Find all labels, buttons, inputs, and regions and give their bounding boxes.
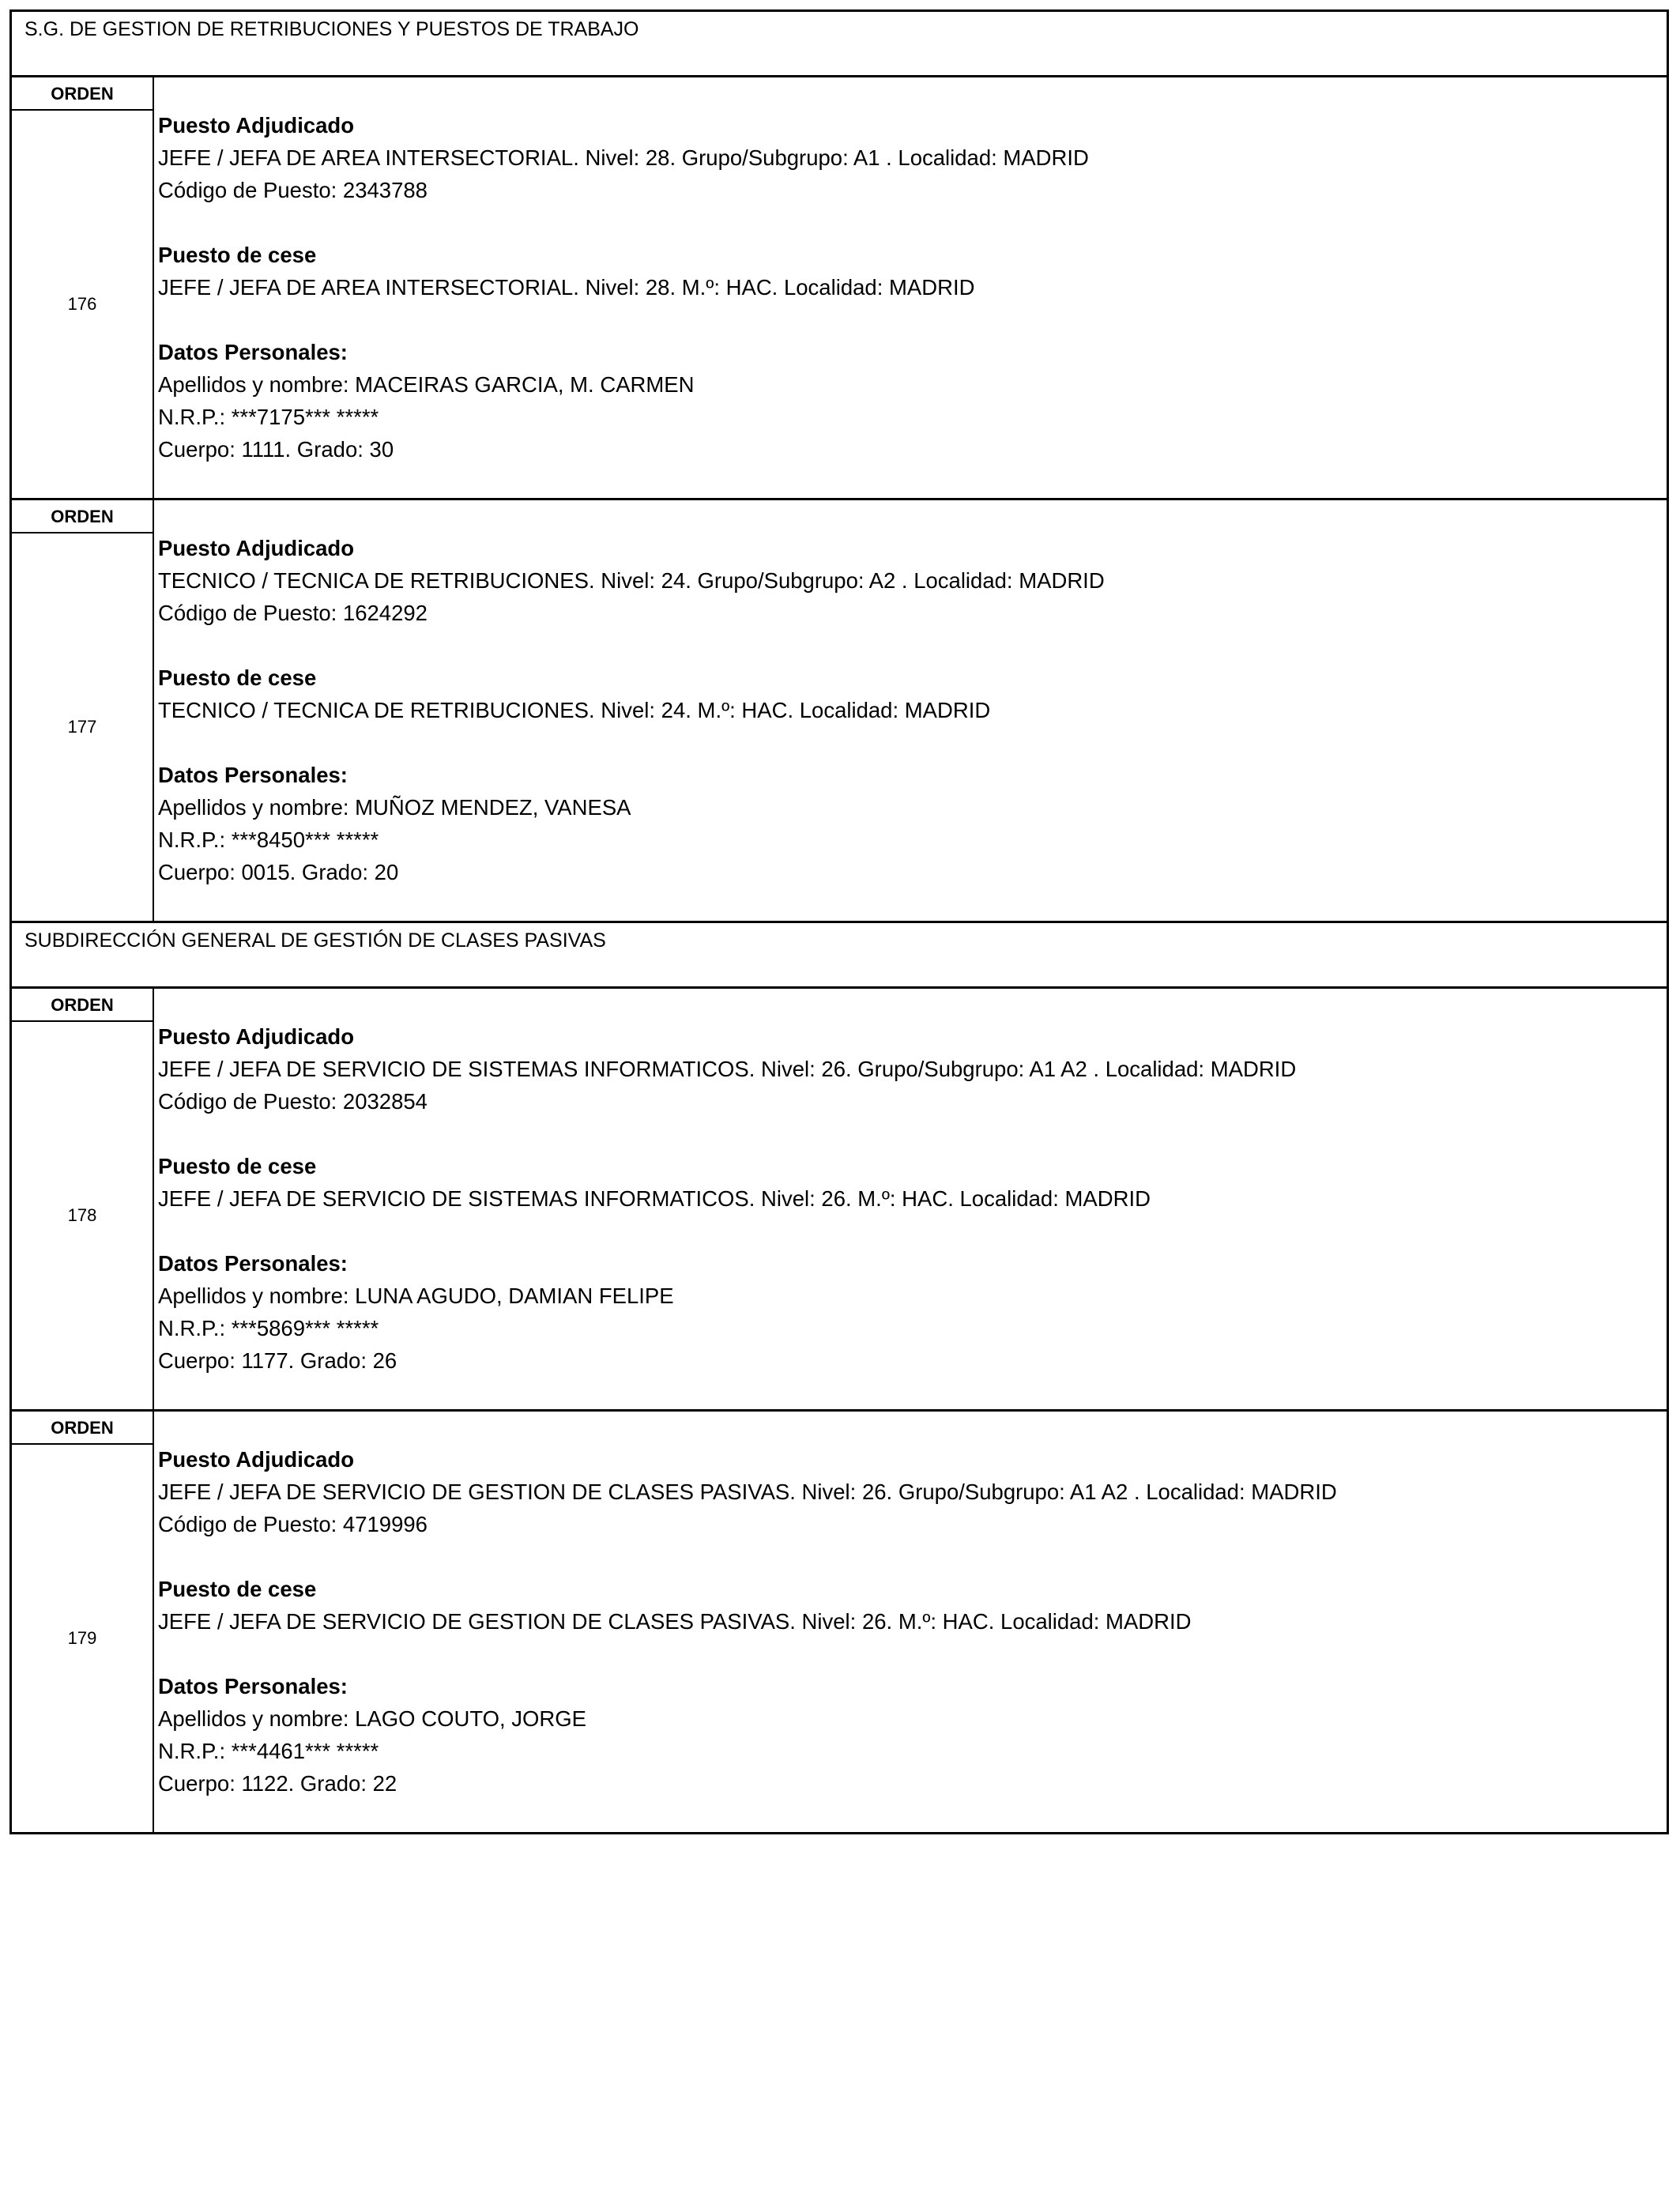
puesto-adjudicado-label: Puesto Adjudicado bbox=[158, 1024, 355, 1049]
orden-number: 176 bbox=[67, 294, 97, 314]
entry-row bbox=[9, 986, 1669, 1409]
puesto-cese: JEFE / JEFA DE SERVICIO DE GESTION DE CLASES PASIVAS. Nivel: 26. M.º: HAC. Localidad: MADRID bbox=[158, 1609, 1192, 1634]
puesto-adjudicado: JEFE / JEFA DE SERVICIO DE GESTION DE CLASES PASIVAS. Nivel: 26. Grupo/Subgrupo: A1 A2 . Localidad: MADRID bbox=[158, 1480, 1337, 1504]
nrp: N.R.P.: ***8450*** ***** bbox=[158, 827, 379, 852]
cuerpo-grado: Cuerpo: 1122. Grado: 22 bbox=[158, 1771, 397, 1796]
puesto-adjudicado-label: Puesto Adjudicado bbox=[158, 1447, 355, 1472]
puesto-adjudicado: JEFE / JEFA DE SERVICIO DE SISTEMAS INFORMATICOS. Nivel: 26. Grupo/Subgrupo: A1 A2 . Localidad: MADRID bbox=[158, 1057, 1297, 1081]
puesto-cese-label: Puesto de cese bbox=[158, 243, 317, 267]
section-header bbox=[9, 9, 1669, 75]
puesto-adjudicado: TECNICO / TECNICA DE RETRIBUCIONES. Nivel: 24. Grupo/Subgrupo: A2 . Localidad: MADRID bbox=[158, 568, 1105, 593]
entry-details bbox=[154, 989, 1667, 1409]
apellidos-nombre: Apellidos y nombre: LAGO COUTO, JORGE bbox=[158, 1706, 587, 1731]
datos-personales-label: Datos Personales: bbox=[158, 763, 348, 787]
entry-details bbox=[154, 500, 1667, 921]
puesto-cese-label: Puesto de cese bbox=[158, 1154, 317, 1178]
entry-row bbox=[9, 1409, 1669, 1834]
entry-row bbox=[9, 75, 1669, 498]
datos-personales-label: Datos Personales: bbox=[158, 340, 348, 364]
section-header bbox=[9, 921, 1669, 986]
puesto-cese: JEFE / JEFA DE SERVICIO DE SISTEMAS INFORMATICOS. Nivel: 26. M.º: HAC. Localidad: MADRID bbox=[158, 1186, 1151, 1211]
orden-number: 177 bbox=[67, 717, 97, 737]
spacer bbox=[158, 629, 1667, 662]
nrp: N.R.P.: ***4461*** ***** bbox=[158, 1739, 379, 1763]
apellidos-nombre: Apellidos y nombre: LUNA AGUDO, DAMIAN FELIPE bbox=[158, 1284, 674, 1308]
codigo-puesto: Código de Puesto: 2343788 bbox=[158, 178, 428, 202]
orden-column bbox=[12, 77, 154, 498]
orden-column bbox=[12, 989, 154, 1409]
cuerpo-grado: Cuerpo: 1177. Grado: 26 bbox=[158, 1348, 397, 1373]
puesto-adjudicado-label: Puesto Adjudicado bbox=[158, 113, 355, 138]
orden-column bbox=[12, 1412, 154, 1832]
codigo-puesto: Código de Puesto: 2032854 bbox=[158, 1089, 428, 1114]
entry-details bbox=[154, 77, 1667, 498]
cuerpo-grado: Cuerpo: 1111. Grado: 30 bbox=[158, 437, 394, 462]
spacer bbox=[158, 1118, 1667, 1150]
nrp: N.R.P.: ***5869*** ***** bbox=[158, 1316, 379, 1340]
puesto-cese: JEFE / JEFA DE AREA INTERSECTORIAL. Nivel: 28. M.º: HAC. Localidad: MADRID bbox=[158, 275, 975, 300]
puesto-adjudicado-label: Puesto Adjudicado bbox=[158, 536, 355, 560]
section-title: S.G. DE GESTION DE RETRIBUCIONES Y PUESTOS DE TRABAJO bbox=[24, 18, 639, 40]
datos-personales-label: Datos Personales: bbox=[158, 1674, 348, 1698]
orden-label: ORDEN bbox=[12, 989, 153, 1022]
orden-number: 178 bbox=[67, 1205, 97, 1225]
puesto-cese-label: Puesto de cese bbox=[158, 1577, 317, 1601]
puesto-cese-label: Puesto de cese bbox=[158, 665, 317, 690]
orden-number: 179 bbox=[67, 1628, 97, 1648]
spacer bbox=[158, 1540, 1667, 1573]
section-title: SUBDIRECCIÓN GENERAL DE GESTIÓN DE CLASES PASIVAS bbox=[24, 929, 606, 952]
puesto-cese: TECNICO / TECNICA DE RETRIBUCIONES. Nivel: 24. M.º: HAC. Localidad: MADRID bbox=[158, 698, 991, 722]
codigo-puesto: Código de Puesto: 1624292 bbox=[158, 601, 428, 625]
spacer bbox=[158, 206, 1667, 239]
puesto-adjudicado: JEFE / JEFA DE AREA INTERSECTORIAL. Nivel: 28. Grupo/Subgrupo: A1 . Localidad: MADRID bbox=[158, 145, 1089, 170]
spacer bbox=[158, 1215, 1667, 1247]
orden-column bbox=[12, 500, 154, 921]
orden-label: ORDEN bbox=[12, 500, 153, 533]
orden-label: ORDEN bbox=[12, 1412, 153, 1445]
document-table bbox=[9, 9, 1669, 1834]
nrp: N.R.P.: ***7175*** ***** bbox=[158, 405, 379, 429]
apellidos-nombre: Apellidos y nombre: MUÑOZ MENDEZ, VANESA bbox=[158, 795, 631, 820]
spacer bbox=[158, 1638, 1667, 1670]
apellidos-nombre: Apellidos y nombre: MACEIRAS GARCIA, M. CARMEN bbox=[158, 372, 695, 397]
datos-personales-label: Datos Personales: bbox=[158, 1251, 348, 1276]
entry-row bbox=[9, 498, 1669, 921]
orden-label: ORDEN bbox=[12, 77, 153, 111]
entry-details bbox=[154, 1412, 1667, 1832]
spacer bbox=[158, 726, 1667, 759]
codigo-puesto: Código de Puesto: 4719996 bbox=[158, 1512, 428, 1536]
cuerpo-grado: Cuerpo: 0015. Grado: 20 bbox=[158, 860, 399, 884]
spacer bbox=[158, 303, 1667, 336]
